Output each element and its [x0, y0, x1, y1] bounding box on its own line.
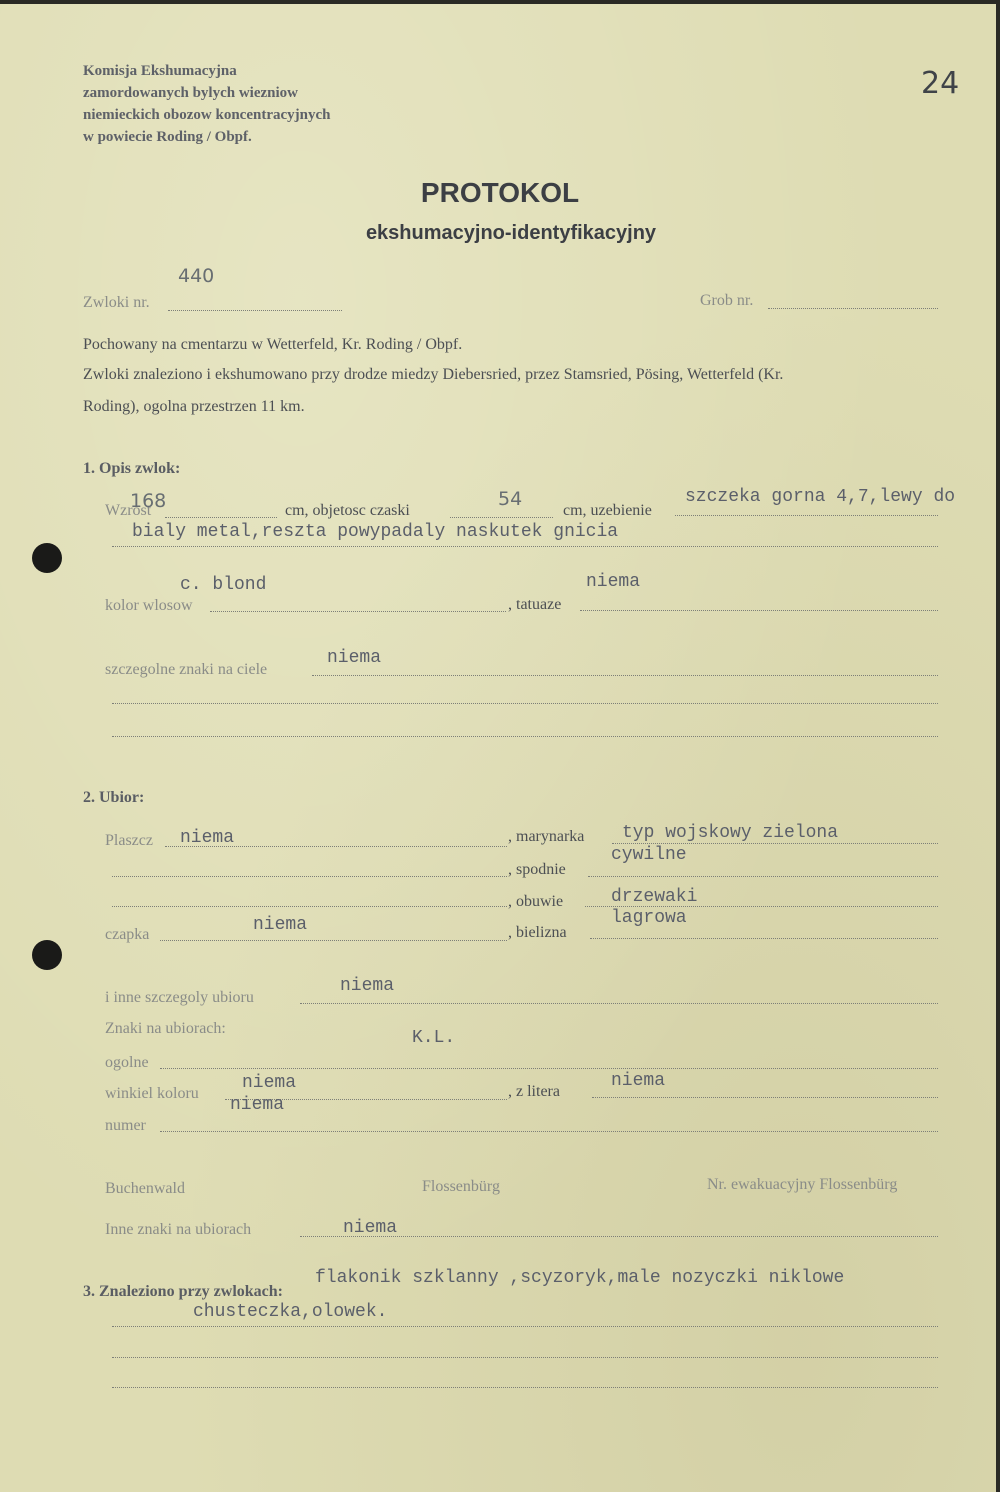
bielizna-value: lagrowa	[611, 908, 687, 928]
znaki-ciele-value: niema	[327, 648, 382, 668]
cm-uzebienie-label: cm, uzebienie	[563, 502, 652, 519]
ewakuacyjny-label: Nr. ewakuacyjny Flossenbürg	[707, 1176, 898, 1193]
found-items-line-2: chusteczka,olowek.	[193, 1302, 388, 1322]
intro-line-1: Pochowany na cmentarzu w Wetterfeld, Kr. Roding / Obpf.	[83, 336, 463, 353]
section1-heading: 1. Opis zwlok:	[83, 460, 181, 477]
header-line-4: w powiecie Roding / Obpf.	[83, 129, 252, 145]
page-number: 24	[921, 66, 960, 101]
obuwie-left-line	[112, 906, 507, 907]
header-line-2: zamordowanych bylych wiezniow	[83, 85, 298, 101]
spodnie-left-line	[112, 876, 507, 877]
inne-szczegoly-label: i inne szczegoly ubioru	[105, 989, 254, 1006]
kolor-line	[210, 611, 506, 612]
tatuaze-line	[580, 610, 938, 611]
kolor-value: c. blond	[180, 575, 267, 595]
ogolne-label: ogolne	[105, 1054, 149, 1071]
document-subtitle: ekshumacyjno-identyfikacyjny	[365, 222, 657, 244]
zwloki-value: 440	[178, 265, 215, 287]
numer-label: numer	[105, 1117, 146, 1134]
section2-heading: 2. Ubior:	[83, 789, 145, 806]
marynarka-label: , marynarka	[508, 828, 585, 845]
znaki-ciele-label: szczegolne znaki na ciele	[105, 661, 268, 678]
punch-hole-bottom	[32, 940, 62, 970]
document-title: PROTOKOL	[420, 177, 580, 208]
scan-edge-top	[0, 0, 1000, 4]
uzebienie-value-2: bialy metal,reszta powypadaly naskutek gnicia	[132, 522, 619, 542]
marynarka-value: typ wojskowy zielona	[622, 823, 839, 843]
ogolne-value: K.L.	[412, 1028, 456, 1048]
grob-label: Grob nr.	[700, 292, 754, 309]
uzebienie-line-2	[112, 546, 938, 547]
znaki-ciele-line	[312, 675, 938, 676]
bielizna-line	[590, 938, 938, 939]
obuwie-label: , obuwie	[508, 893, 564, 910]
czaszka-value: 54	[498, 488, 523, 510]
numer-line	[160, 1131, 938, 1132]
winkiel-value: niema	[242, 1073, 297, 1093]
inne-szczegoly-value: niema	[340, 976, 395, 996]
kolor-label: kolor wlosow	[105, 597, 193, 614]
ogolne-line	[160, 1068, 938, 1069]
wzrost-line	[165, 517, 277, 518]
wzrost-value: 168	[130, 490, 167, 512]
found-items-line-1: flakonik szklanny ,scyzoryk,male nozyczki niklowe	[315, 1268, 845, 1288]
spodnie-value: cywilne	[611, 845, 687, 865]
tatuaze-value: niema	[586, 572, 641, 592]
litera-value: niema	[611, 1071, 666, 1091]
czapka-value: niema	[253, 915, 308, 935]
punch-hole-top	[32, 543, 62, 573]
header-line-1: Komisja Ekshumacyjna	[83, 63, 237, 79]
litera-line	[592, 1097, 938, 1098]
inne-szczegoly-line	[300, 1003, 938, 1004]
buchenwald-label: Buchenwald	[105, 1180, 185, 1197]
plaszcz-label: Plaszcz	[105, 832, 153, 849]
inne-znaki-label: Inne znaki na ubiorach	[105, 1221, 252, 1238]
spodnie-line	[588, 876, 938, 877]
zwloki-line	[168, 310, 342, 311]
intro-line-2: Zwloki znaleziono i ekshumowano przy drodze miedzy Diebersried, przez Stamsried, Pösing, Wetterfeld (Kr.	[83, 366, 784, 383]
section1-blank-line-1	[112, 703, 938, 704]
section3-line-3	[112, 1387, 938, 1388]
bielizna-label: , bielizna	[508, 924, 567, 941]
section1-blank-line-2	[112, 736, 938, 737]
grob-line	[768, 308, 938, 309]
inne-znaki-value: niema	[343, 1218, 398, 1238]
obuwie-value: drzewaki	[611, 887, 698, 907]
czaszka-line	[450, 517, 553, 518]
litera-label: , z litera	[508, 1083, 560, 1100]
marynarka-line	[612, 843, 938, 844]
numer-value: niema	[230, 1095, 285, 1115]
tatuaze-label: , tatuaze	[508, 596, 562, 613]
uzebienie-value-1: szczeka gorna 4,7,lewy do	[685, 487, 956, 507]
header-line-3: niemieckich obozow koncentracyjnych	[83, 107, 331, 123]
czapka-label: czapka	[105, 926, 150, 943]
section3-line-1	[112, 1326, 938, 1327]
wzrost-label: Wzrost	[105, 502, 152, 519]
uzebienie-line	[675, 515, 938, 516]
cm-objetosc-label: cm, objetosc czaski	[285, 502, 410, 519]
spodnie-label: , spodnie	[508, 861, 566, 878]
winkiel-label: winkiel koloru	[105, 1085, 199, 1102]
section3-line-2	[112, 1357, 938, 1358]
plaszcz-value: niema	[180, 828, 235, 848]
czapka-line	[160, 940, 507, 941]
znaki-ubiorach-heading: Znaki na ubiorach:	[105, 1020, 226, 1037]
intro-line-3: Roding), ogolna przestrzen 11 km.	[83, 398, 305, 415]
zwloki-label: Zwloki nr.	[83, 294, 150, 311]
section3-heading: 3. Znaleziono przy zwlokach:	[83, 1283, 283, 1300]
commission-header	[83, 60, 330, 148]
flossenburg-label: Flossenbürg	[422, 1178, 500, 1195]
